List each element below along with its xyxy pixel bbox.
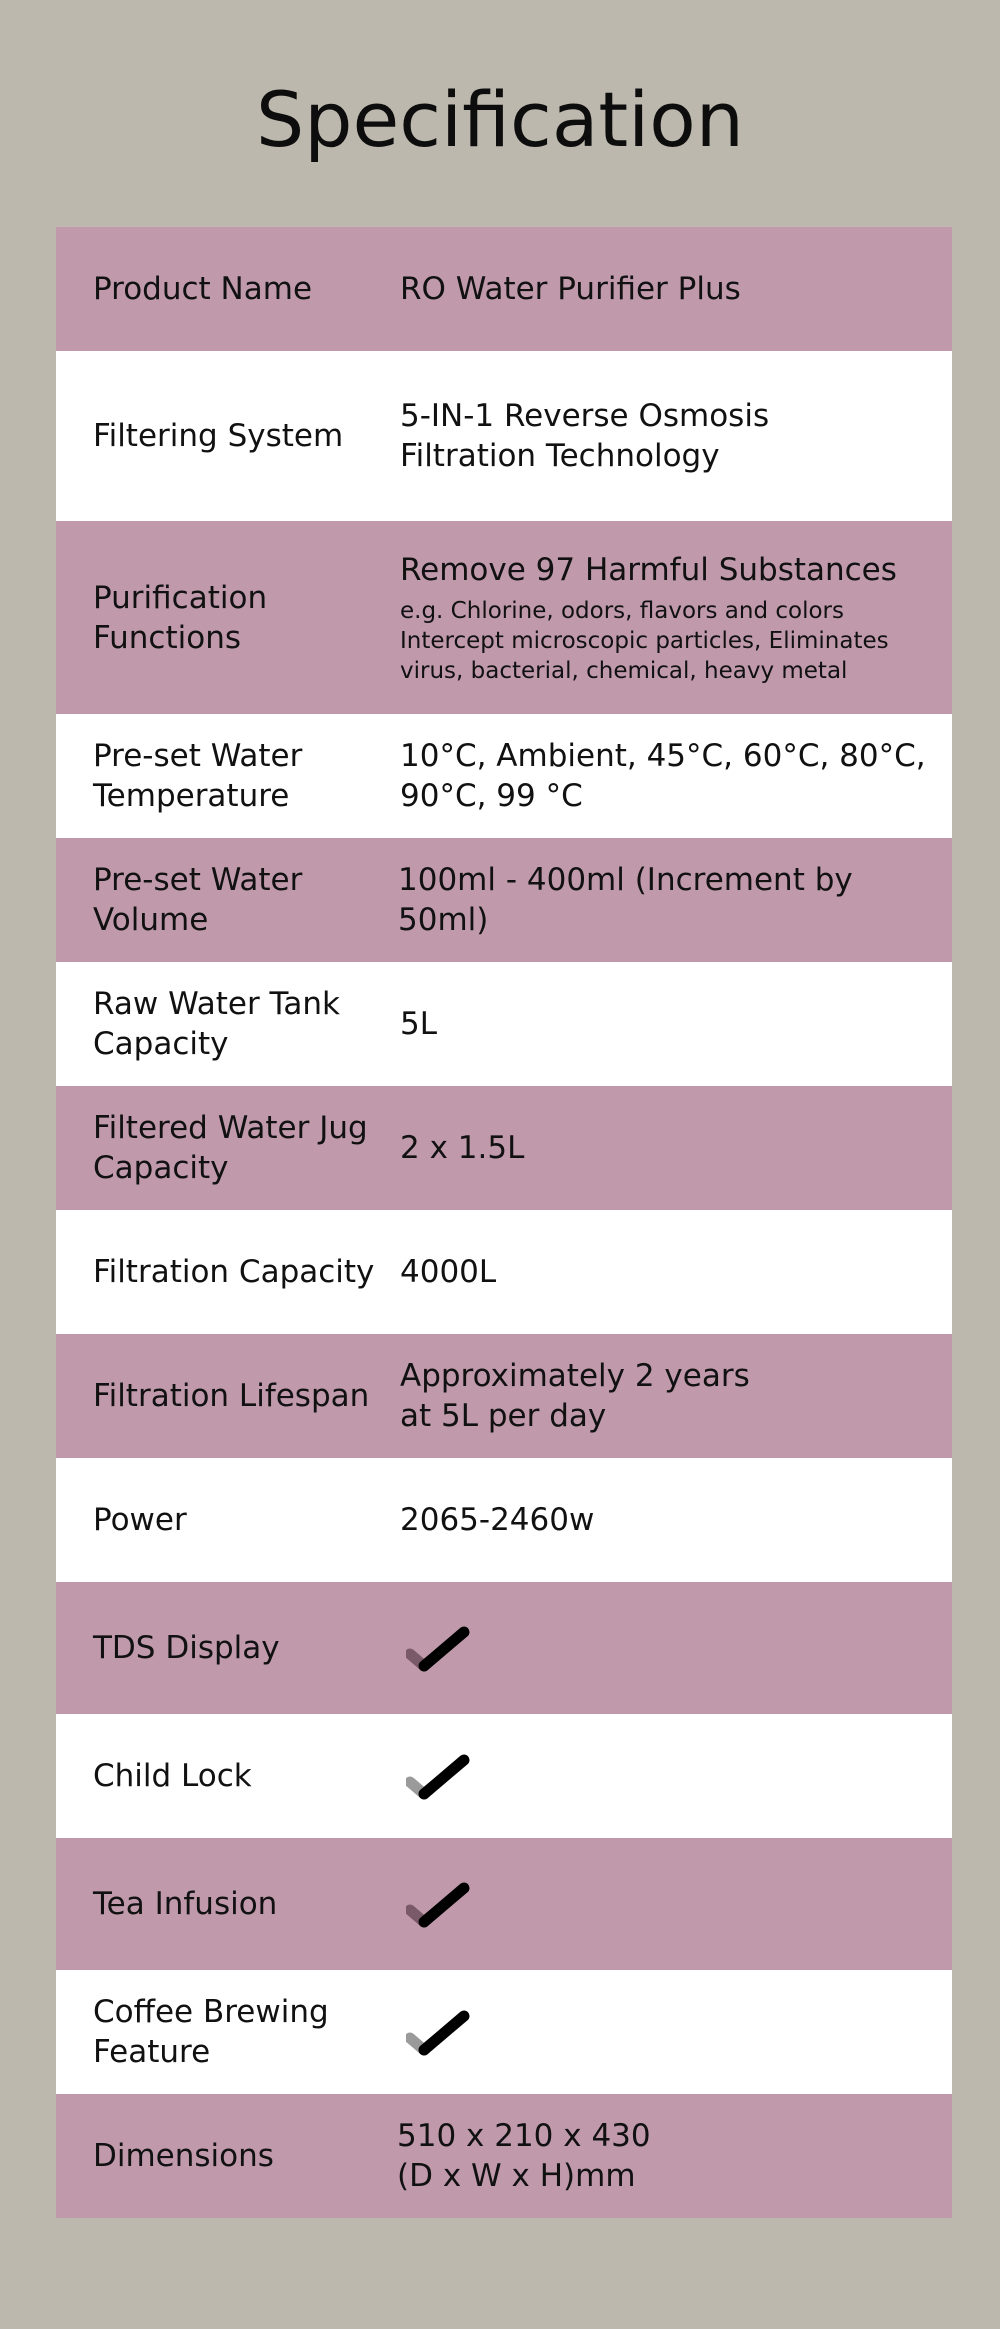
checkmark-icon	[406, 1624, 470, 1672]
spec-label: TDS Display	[93, 1630, 280, 1666]
spec-row-coffee-brewing	[56, 1970, 952, 2094]
spec-label: Raw Water Tank Capacity	[93, 986, 340, 1062]
spec-label: Dimensions	[93, 2138, 274, 2174]
spec-row-tea-infusion	[56, 1838, 952, 1970]
spec-row-product-name	[56, 227, 952, 351]
spec-label: Pre-set Water Temperature	[93, 738, 303, 814]
spec-label: Product Name	[93, 271, 313, 307]
spec-label: Filtration Lifespan	[93, 1378, 370, 1414]
spec-label: Power	[93, 1502, 187, 1538]
spec-row-power	[56, 1458, 952, 1582]
spec-row-raw-water-tank	[56, 962, 952, 1086]
checkmark-icon	[406, 2008, 470, 2056]
spec-value: RO Water Purifier Plus	[400, 271, 741, 307]
spec-label: Tea Infusion	[93, 1886, 278, 1922]
spec-row-dimensions	[56, 2094, 952, 2218]
spec-row-filtering-system	[56, 351, 952, 521]
spec-value: 4000L	[400, 1254, 497, 1290]
spec-value: 2 x 1.5L	[400, 1130, 525, 1166]
spec-row-preset-volume	[56, 838, 952, 962]
spec-label: Filtering System	[93, 418, 344, 454]
spec-value: 510 x 210 x 430 (D x W x H)mm	[397, 2118, 651, 2194]
spec-value: 5L	[400, 1006, 437, 1042]
spec-row-tds-display	[56, 1582, 952, 1714]
spec-value: Remove 97 Harmful Substances	[400, 551, 897, 588]
spec-label: Coffee Brewing Feature	[93, 1994, 329, 2070]
spec-value-detail: e.g. Chlorine, odors, flavors and colors Intercept microscopic particles, Eliminates virus, bacterial, chemical, heavy metal	[400, 597, 889, 684]
spec-label: Pre-set Water Volume	[93, 862, 303, 938]
spec-label: Purification Functions	[93, 579, 268, 656]
spec-value: 100ml - 400ml (Increment by 50ml)	[398, 862, 853, 938]
spec-value-group	[400, 521, 932, 714]
spec-row-child-lock	[56, 1714, 952, 1838]
spec-row-filtration-capacity	[56, 1210, 952, 1334]
spec-row-filtration-lifespan	[56, 1334, 952, 1458]
spec-label: Filtration Capacity	[93, 1254, 375, 1290]
spec-label: Filtered Water Jug Capacity	[93, 1110, 368, 1186]
spec-value: Approximately 2 years at 5L per day	[400, 1358, 750, 1434]
checkmark-icon	[406, 1880, 470, 1928]
spec-row-filtered-water-jug	[56, 1086, 952, 1210]
spec-value: 5-IN-1 Reverse Osmosis Filtration Technology	[400, 398, 770, 474]
spec-value: 10°C, Ambient, 45°C, 60°C, 80°C, 90°C, 99 °C	[400, 738, 926, 814]
spec-value: 2065-2460w	[400, 1502, 595, 1538]
spec-row-preset-temperature	[56, 714, 952, 838]
checkmark-icon	[406, 1752, 470, 1800]
page-title: Specification	[256, 75, 744, 164]
spec-label: Child Lock	[93, 1758, 252, 1794]
spec-row-purification-functions	[56, 521, 952, 714]
